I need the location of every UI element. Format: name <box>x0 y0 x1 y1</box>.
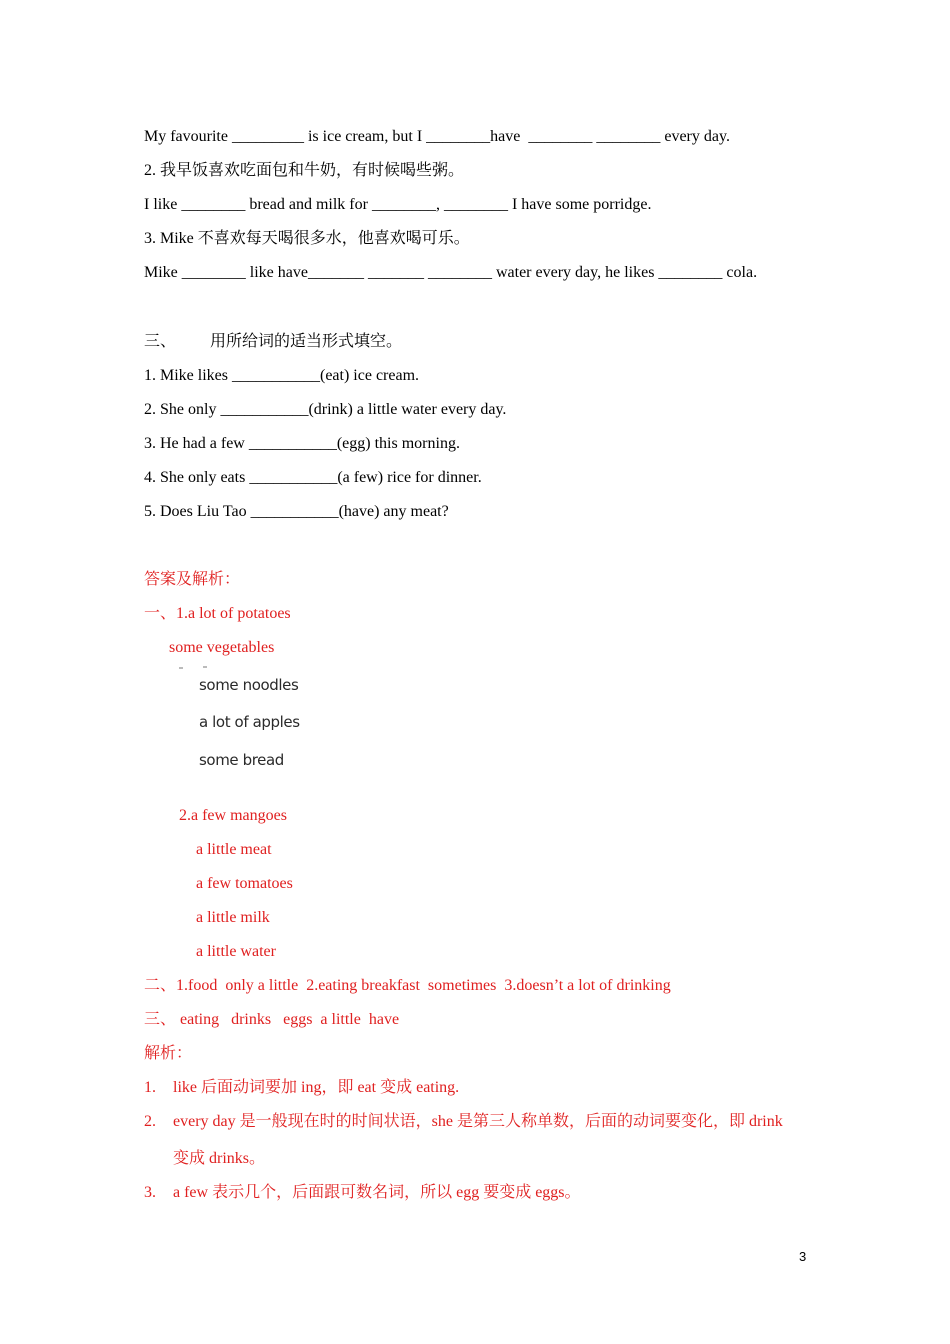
image-text-item-1: some noodles <box>199 676 299 694</box>
answers-s1-line-2: some vegetables <box>169 639 275 656</box>
part2-line-3: I like ________ bread and milk for ________, ________ I have some porridge. <box>144 196 652 213</box>
answers-s1-item-2-line-3: a little milk <box>196 909 270 926</box>
part3-item-5: 5. Does Liu Tao ___________(have) any meat? <box>144 503 449 520</box>
analysis-text-1: like 后面动词要加 ing，即 eat 变成 eating. <box>173 1079 460 1096</box>
part2-line-2: 2. 我早饭喜欢吃面包和牛奶，有时候喝些粥。 <box>144 162 465 179</box>
answers-s1-item-2-line-1: a little meat <box>196 841 272 858</box>
part2-line-1: My favourite _________ is ice cream, but I ________have ________ ________ every day. <box>144 128 730 145</box>
analysis-text-2-continued: 变成 drinks。 <box>173 1150 266 1167</box>
part3-item-2: 2. She only ___________(drink) a little water every day. <box>144 401 507 418</box>
analysis-title: 解析： <box>144 1045 193 1062</box>
part3-heading: 用所给词的适当形式填空。 <box>210 333 403 350</box>
answers-s1-line-1: 一、1.a lot of potatoes <box>144 605 291 622</box>
analysis-text-3: a few 表示几个，后面跟可数名词，所以 egg 要变成 eggs。 <box>173 1184 581 1201</box>
analysis-number-2: 2. <box>144 1113 156 1130</box>
part3-item-3: 3. He had a few ___________(egg) this morning. <box>144 435 460 452</box>
part2-line-5: Mike ________ like have_______ _______ ________ water every day, he likes ________ cola. <box>144 264 758 281</box>
analysis-number-3: 3. <box>144 1184 156 1201</box>
part2-line-4: 3. Mike 不喜欢每天喝很多水，他喜欢喝可乐。 <box>144 230 470 247</box>
part3-item-4: 4. She only eats ___________(a few) rice for dinner. <box>144 469 482 486</box>
answers-section-3: 三、 eating drinks eggs a little have <box>144 1011 400 1028</box>
answers-title: 答案及解析： <box>144 571 241 588</box>
part3-item-1: 1. Mike likes ___________(eat) ice cream. <box>144 367 420 384</box>
image-artifact-mark <box>179 667 183 669</box>
answers-s1-item-2: 2.a few mangoes <box>179 807 287 824</box>
image-artifact-mark <box>203 666 207 668</box>
image-text-item-3: some bread <box>199 751 284 769</box>
answers-s1-item-2-line-4: a little water <box>196 943 276 960</box>
answers-s1-item-2-line-2: a few tomatoes <box>196 875 293 892</box>
part3-heading-number: 三、 <box>144 333 177 350</box>
page-number: 3 <box>799 1249 807 1264</box>
analysis-number-1: 1. <box>144 1079 156 1096</box>
analysis-text-2: every day 是一般现在时的时间状语，she 是第三人称单数，后面的动词要变化，即 drink <box>173 1113 783 1130</box>
answers-section-2: 二、1.food only a little 2.eating breakfast sometimes 3.doesn’t a lot of drinking <box>144 977 671 994</box>
image-text-item-2: a lot of apples <box>199 713 300 731</box>
